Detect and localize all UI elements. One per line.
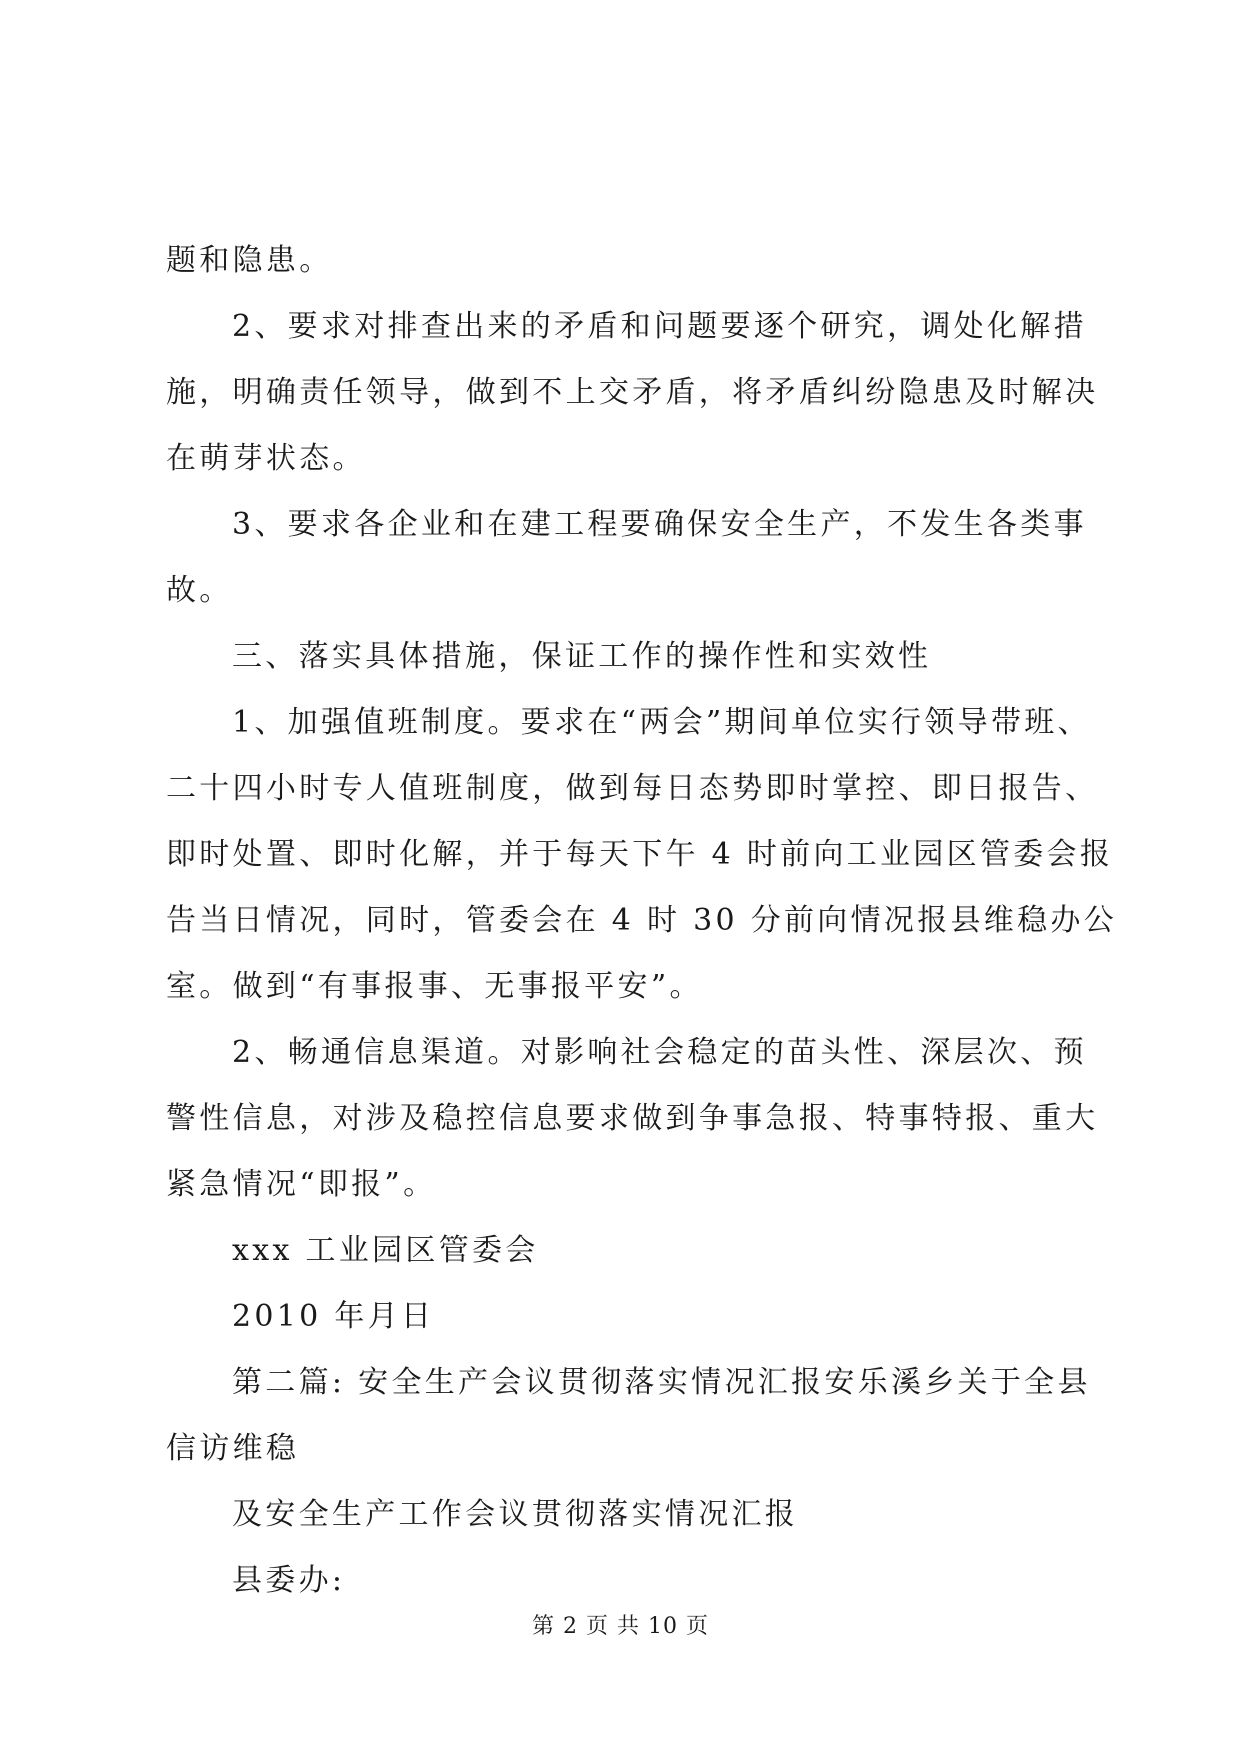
body-line: 题和隐患。 [166,243,333,278]
chapter-title: 第二篇: 安全生产会议贯彻落实情况汇报安乐溪乡关于全县 [232,1365,1091,1400]
body-line: 故。 [166,573,233,608]
body-line: 3、要求各企业和在建工程要确保安全生产，不发生各类事 [232,507,1087,542]
section-heading: 三、落实具体措施，保证工作的操作性和实效性 [232,639,932,674]
body-line: 紧急情况“即报”。 [166,1167,437,1202]
signature-date: 2010 年月日 [232,1299,435,1334]
body-line: 1、加强值班制度。要求在“两会”期间单位实行领导带班、 [232,705,1091,740]
signature-organization: xxx 工业园区管委会 [232,1233,539,1268]
body-line: 2、畅通信息渠道。对影响社会稳定的苗头性、深层次、预 [232,1035,1087,1070]
body-line: 二十四小时专人值班制度，做到每日态势即时掌控、即日报告、 [166,771,1099,806]
body-line: 室。做到“有事报事、无事报平安”。 [166,969,703,1004]
body-line: 警性信息，对涉及稳控信息要求做到争事急报、特事特报、重大 [166,1101,1099,1136]
page-number-footer: 第 2 页 共 10 页 [532,1614,709,1639]
body-line: 施，明确责任领导，做到不上交矛盾，将矛盾纠纷隐患及时解决 [166,375,1099,410]
body-line: 告当日情况，同时，管委会在 4 时 30 分前向情况报县维稳办公 [166,903,1118,938]
body-line: 即时处置、即时化解，并于每天下午 4 时前向工业园区管委会报 [166,837,1114,872]
report-title: 及安全生产工作会议贯彻落实情况汇报 [232,1497,799,1532]
addressee: 县委办: [232,1563,346,1598]
document-body [166,228,1118,1614]
chapter-title-continued: 信访维稳 [166,1431,300,1466]
body-line: 在萌芽状态。 [166,441,366,476]
body-line: 2、要求对排查出来的矛盾和问题要逐个研究，调处化解措 [232,309,1087,344]
